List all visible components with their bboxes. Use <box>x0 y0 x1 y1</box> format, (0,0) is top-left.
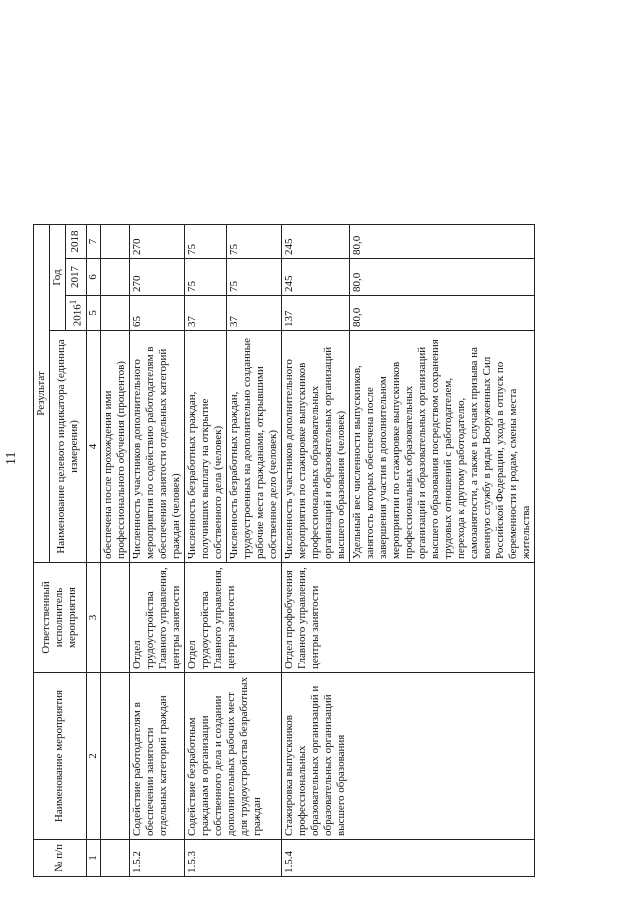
row-executor <box>100 563 129 673</box>
row-executor: Отдел профобучения Главного управления, центры занятости <box>281 563 534 673</box>
header-2017: 2017 <box>66 259 87 296</box>
table-row <box>281 225 349 877</box>
header-indicator: Наименование целевого индикатора (единица измерения) <box>50 331 87 563</box>
row-indicator: обеспечена после прохождения ими профессионального обучения (процентов) <box>100 331 129 563</box>
row-value-2018 <box>100 225 129 259</box>
row-value-2016: 80,0 <box>349 296 534 331</box>
row-value-2018: 80,0 <box>349 225 534 259</box>
column-numbers-row <box>86 225 100 877</box>
page-number: 11 <box>4 451 19 465</box>
row-name: Содействие работодателям в обеспечении занятости отдельных категорий граждан <box>129 673 184 840</box>
measures-table <box>33 224 535 877</box>
row-value-2017 <box>100 259 129 296</box>
row-value-2018: 245 <box>281 225 349 259</box>
table-row <box>184 225 226 877</box>
header-year: Год <box>50 225 66 331</box>
header-name: Наименование мероприятия <box>34 673 87 840</box>
row-value-2017: 80,0 <box>349 259 534 296</box>
row-num: 1.5.4 <box>281 840 534 877</box>
col-number: 7 <box>86 225 100 259</box>
row-executor: Отдел трудоустройства Главного управления, центры занятости <box>184 563 281 673</box>
row-value-2018: 75 <box>226 225 281 259</box>
col-number: 4 <box>86 331 100 563</box>
header-row-1 <box>34 225 50 877</box>
header-2016: 2016$^1$ <box>66 296 87 331</box>
col-number: 6 <box>86 259 100 296</box>
row-indicator: Численность участников дополнительного мероприятия по стажировке выпускников профессиональных образовательных организаций и образовательных организаций высшего образования (человек) <box>281 331 349 563</box>
row-value-2017: 75 <box>184 259 226 296</box>
table-row <box>100 225 129 877</box>
row-num: 1.5.3 <box>184 840 281 877</box>
col-number: 3 <box>86 563 100 673</box>
row-name: Стажировка выпускников профессиональных образовательных организаций и образовательных организаций высшего образования <box>281 673 534 840</box>
row-value-2018: 270 <box>129 225 184 259</box>
row-executor: Отдел трудоустройства Главного управления, центры занятости <box>129 563 184 673</box>
row-name: Содействие безработным гражданам в организации собственного дела и создании дополнительных рабочих мест для трудоустройства безработных граждан <box>184 673 281 840</box>
row-value-2017: 270 <box>129 259 184 296</box>
row-value-2016 <box>100 296 129 331</box>
header-result: Результат <box>34 225 50 563</box>
row-value-2016: 137 <box>281 296 349 331</box>
row-indicator: Численность безработных граждан, получивших выплату на открытие собственного дела (человек) <box>184 331 226 563</box>
row-indicator: Численность безработных граждан, трудоустроенных на дополнительно созданные рабочие места гражданами, открывшими собственное дело (человек) <box>226 331 281 563</box>
col-number: 1 <box>86 840 100 877</box>
row-value-2016: 37 <box>226 296 281 331</box>
row-num <box>100 840 129 877</box>
row-value-2016: 65 <box>129 296 184 331</box>
header-2018: 2018 <box>66 225 87 259</box>
row-num: 1.5.2 <box>129 840 184 877</box>
col-number: 5 <box>86 296 100 331</box>
row-value-2016: 37 <box>184 296 226 331</box>
row-indicator: Удельный вес численности выпускников, занятость которых обеспечена после завершения участия в дополнительном мероприятии по стажировке выпускников профессиональных образовательных организаций и образовательных организаций высшего образования посредством сохранения трудовых отношений с работодателем, перехода к другому работодателю, самозанятости, а также в случаях призыва на военную службу в ряды Вооруженных Сил Российской Федерации, ухода в отпуск по беременности и родам, смены места жительства <box>349 331 534 563</box>
row-name <box>100 673 129 840</box>
row-value-2018: 75 <box>184 225 226 259</box>
header-num: № п/п <box>34 840 87 877</box>
row-value-2017: 75 <box>226 259 281 296</box>
row-indicator: Численность участников дополнительного мероприятия по содействию работодателям в обеспечении занятости отдельных категорий граждан (человек) <box>129 331 184 563</box>
row-value-2017: 245 <box>281 259 349 296</box>
table-row <box>129 225 184 877</box>
header-executor: Ответственный исполнитель мероприятия <box>34 563 87 673</box>
col-number: 2 <box>86 673 100 840</box>
